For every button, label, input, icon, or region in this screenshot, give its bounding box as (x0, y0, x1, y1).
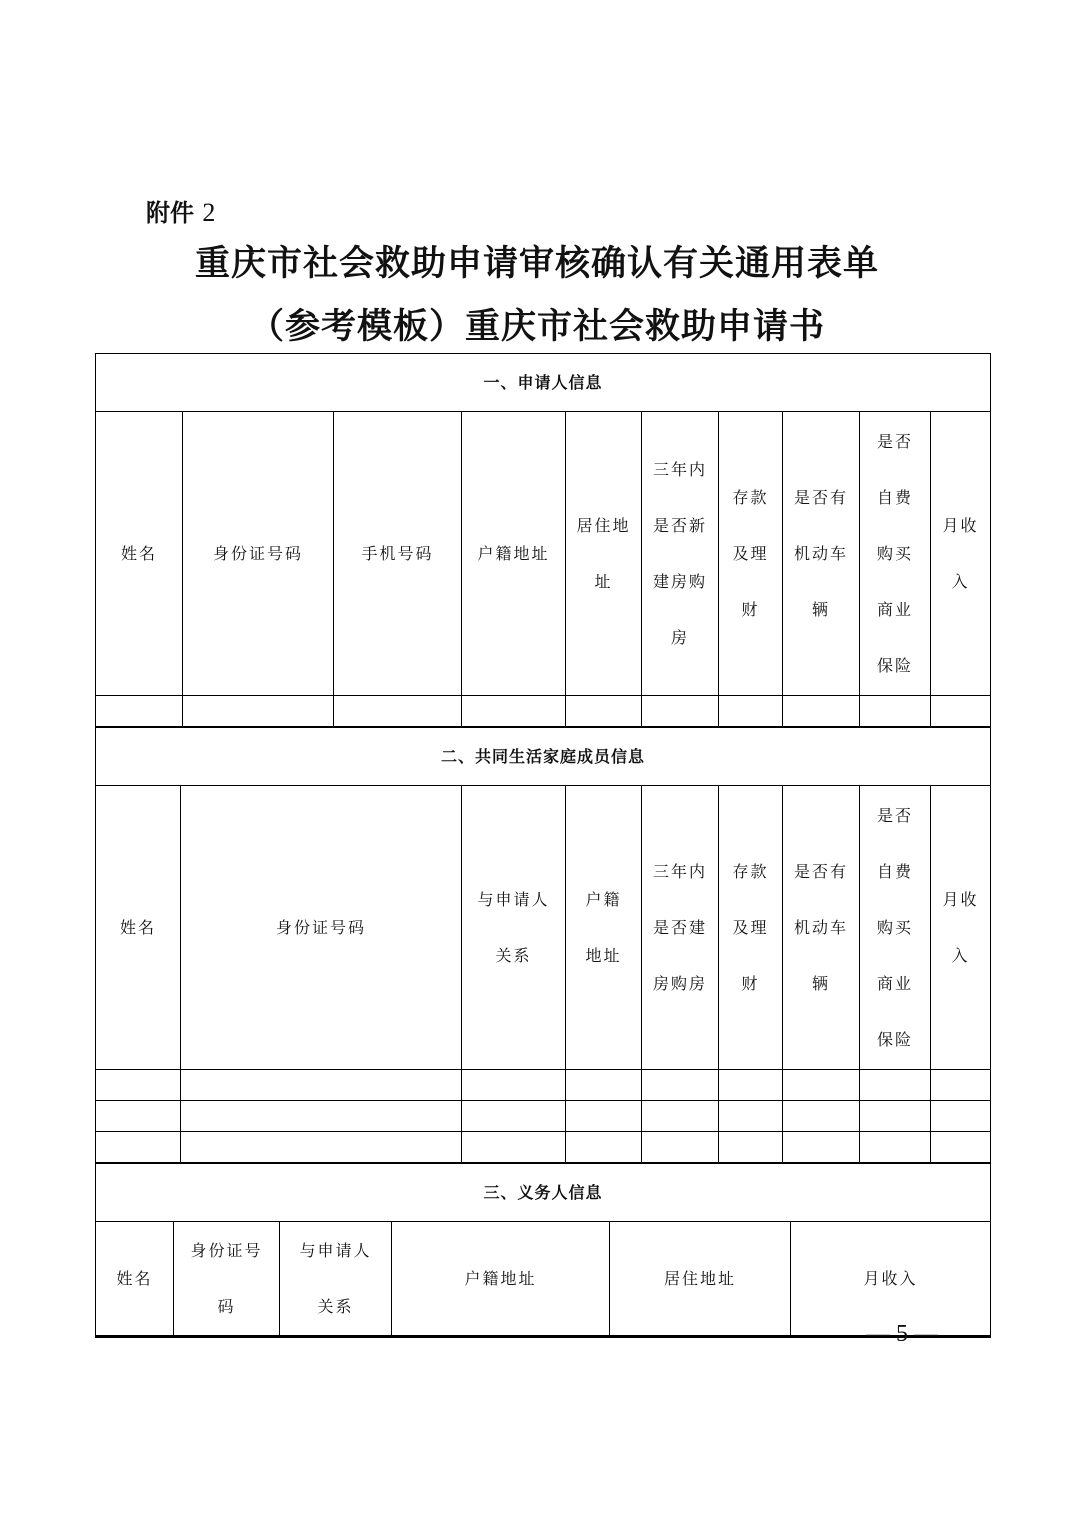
header-deposits: 存款及理财 (719, 786, 783, 1070)
applicant-insurance-cell[interactable] (860, 696, 931, 727)
header-id-number: 身份证号码 (174, 1222, 280, 1337)
header-household-address: 户籍地址 (392, 1222, 610, 1337)
applicant-vehicle-cell[interactable] (783, 696, 860, 727)
applicant-deposit-cell[interactable] (719, 696, 783, 727)
member-cell[interactable] (860, 1101, 931, 1132)
member-cell[interactable] (642, 1101, 719, 1132)
member-cell[interactable] (566, 1101, 642, 1132)
member-cell[interactable] (783, 1101, 860, 1132)
member-cell[interactable] (96, 1132, 181, 1163)
member-cell[interactable] (462, 1132, 566, 1163)
member-cell[interactable] (860, 1132, 931, 1163)
applicant-household-cell[interactable] (462, 696, 566, 727)
member-cell[interactable] (931, 1070, 991, 1101)
applicant-info-table (95, 353, 991, 727)
header-monthly-income: 月收入 (791, 1222, 991, 1337)
section1-title: 一、申请人信息 (96, 354, 991, 412)
applicant-phone-cell[interactable] (334, 696, 462, 727)
header-residence-address: 居住地址 (610, 1222, 791, 1337)
header-vehicle: 是否有机动车辆 (783, 786, 860, 1070)
member-cell[interactable] (719, 1070, 783, 1101)
member-cell[interactable] (181, 1132, 462, 1163)
member-cell[interactable] (719, 1132, 783, 1163)
header-deposits: 存款及理财 (719, 412, 783, 696)
header-insurance: 是否自费购买商业保险 (860, 412, 931, 696)
header-name: 姓名 (96, 1222, 174, 1337)
header-id-number: 身份证号码 (183, 412, 334, 696)
header-id-number: 身份证号码 (181, 786, 462, 1070)
header-relationship: 与申请人关系 (280, 1222, 392, 1337)
header-name: 姓名 (96, 412, 183, 696)
header-name: 姓名 (96, 786, 181, 1070)
member-cell[interactable] (462, 1101, 566, 1132)
member-cell[interactable] (462, 1070, 566, 1101)
member-cell[interactable] (931, 1101, 991, 1132)
page-number: — 5 — (866, 1321, 938, 1347)
header-phone: 手机号码 (334, 412, 462, 696)
document-subtitle: （参考模板）重庆市社会救助申请书 (248, 307, 825, 347)
section2-title: 二、共同生活家庭成员信息 (96, 728, 991, 786)
header-house-purchase: 三年内是否建房购房 (642, 786, 719, 1070)
header-residence-address: 居住地址 (566, 412, 642, 696)
header-relationship: 与申请人关系 (462, 786, 566, 1070)
applicant-id-cell[interactable] (183, 696, 334, 727)
member-cell[interactable] (96, 1070, 181, 1101)
member-cell[interactable] (566, 1070, 642, 1101)
attachment-number: 2 (202, 198, 216, 227)
header-monthly-income: 月收入 (931, 786, 991, 1070)
applicant-income-cell[interactable] (931, 696, 991, 727)
section3-title: 三、义务人信息 (96, 1164, 991, 1222)
header-monthly-income: 月收入 (931, 412, 991, 696)
member-cell[interactable] (783, 1132, 860, 1163)
header-household-address: 户籍地址 (462, 412, 566, 696)
member-cell[interactable] (181, 1101, 462, 1132)
header-vehicle: 是否有机动车辆 (783, 412, 860, 696)
member-cell[interactable] (96, 1101, 181, 1132)
applicant-residence-cell[interactable] (566, 696, 642, 727)
member-cell[interactable] (931, 1132, 991, 1163)
document-title: 重庆市社会救助申请审核确认有关通用表单 (194, 244, 879, 284)
member-cell[interactable] (642, 1132, 719, 1163)
applicant-name-cell[interactable] (96, 696, 183, 727)
attachment-label: 附件 2 (146, 198, 216, 227)
member-cell[interactable] (783, 1070, 860, 1101)
member-cell[interactable] (566, 1132, 642, 1163)
member-cell[interactable] (719, 1101, 783, 1132)
member-cell[interactable] (642, 1070, 719, 1101)
header-insurance: 是否自费购买商业保险 (860, 786, 931, 1070)
member-cell[interactable] (181, 1070, 462, 1101)
obligor-info-table (95, 1163, 991, 1338)
header-house-purchase: 三年内是否新建房购房 (642, 412, 719, 696)
applicant-house-cell[interactable] (642, 696, 719, 727)
family-members-table (95, 727, 991, 1163)
member-cell[interactable] (860, 1070, 931, 1101)
header-household-address: 户籍地址 (566, 786, 642, 1070)
